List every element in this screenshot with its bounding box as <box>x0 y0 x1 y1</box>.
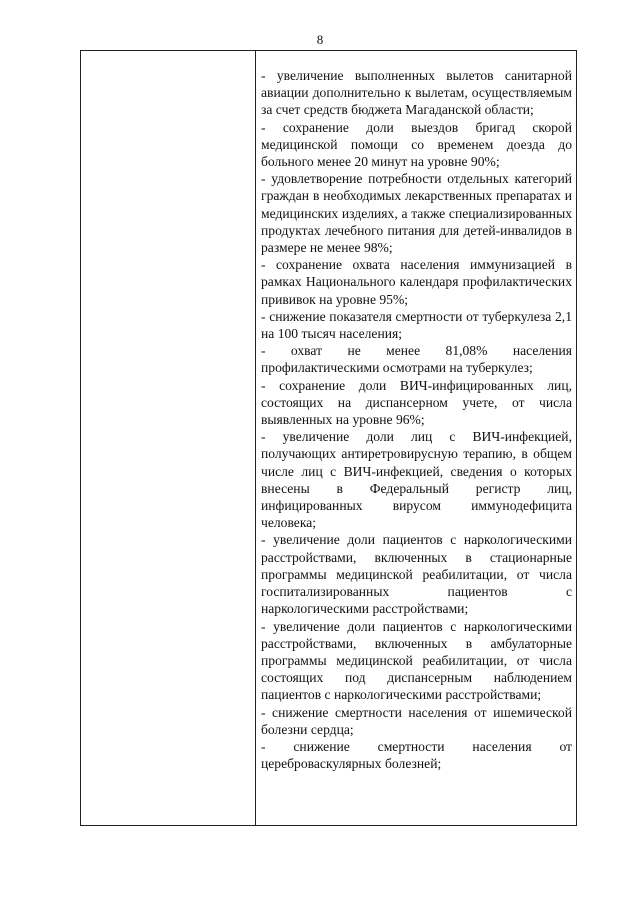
list-item: - удовлетворение потребности отдельных категорий граждан в необходимых лекарственных препаратах и медицинских изделиях, а также специализированных продуктах лечебного питания для детей-инвалидов в размере не менее 98%; <box>261 171 572 256</box>
list-item: - сохранение доли выездов бригад скорой медицинской помощи со временем доезда до больного менее 20 минут на уровне 90%; <box>261 119 572 170</box>
table-left-column <box>81 51 256 825</box>
table-right-column <box>256 51 576 825</box>
list-item: - снижение показателя смертности от туберкулеза 2,1 на 100 тысяч населения; <box>261 308 572 342</box>
document-table <box>80 50 577 826</box>
list-item: - увеличение выполненных вылетов санитарной авиации дополнительно к вылетам, осуществляемым за счет средств бюджета Магаданской области; <box>261 68 572 118</box>
page-number: 8 <box>316 32 324 47</box>
list-item: - охват не менее 81,08% населения профилактическими осмотрами на туберкулез; <box>261 343 572 376</box>
list-item: - сохранение доли ВИЧ-инфицированных лиц, состоящих на диспансерном учете, от числа выявленных на уровне 96%; <box>261 377 572 428</box>
list-item: - снижение смертности населения от ишемической болезни сердца; <box>261 704 572 737</box>
list-item: - увеличение доли лиц с ВИЧ-инфекцией, получающих антиретровирусную терапию, в общем числе лиц с ВИЧ-инфекцией, сведения о которых внесены в Федеральный регистр лиц, инфицированных вирусом иммунодефицита человека; <box>261 429 572 531</box>
list-item: - сохранение охвата населения иммунизацией в рамках Национального календаря профилактических прививок на уровне 95%; <box>261 257 572 307</box>
list-item: - снижение смертности населения от цереброваскулярных болезней; <box>261 738 572 772</box>
list-item: - увеличение доли пациентов с наркологическими расстройствами, включенных в амбулаторные программы медицинской реабилитации, от числа состоящих под диспансерным наблюдением пациентов с наркологическими расстройствами; <box>261 618 572 703</box>
list-item: - увеличение доли пациентов с наркологическими расстройствами, включенных в стационарные программы медицинской реабилитации, от числа госпитализированных пациентов с наркологическими расстройствами; <box>261 532 572 617</box>
